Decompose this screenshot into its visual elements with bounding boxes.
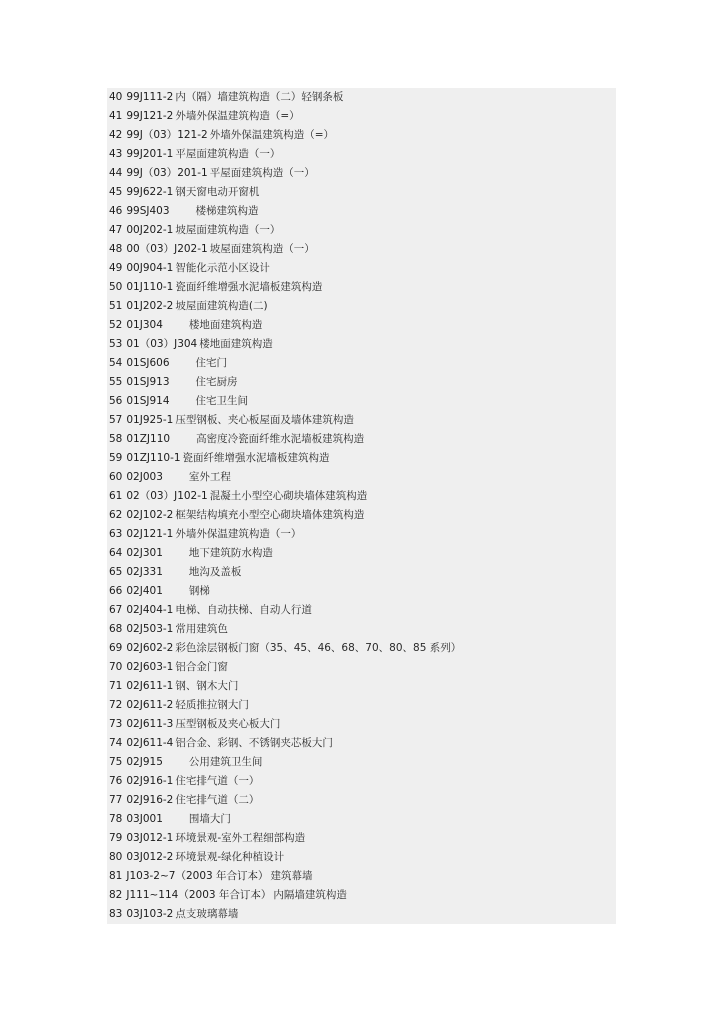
entry-code: 99J201-1 — [126, 148, 174, 160]
list-item — [109, 316, 614, 335]
entry-code: 99J（03）201-1 — [126, 167, 208, 179]
entry-title: 围墙大门 — [188, 813, 231, 825]
entry-code: 02J331 — [126, 566, 163, 578]
entry-title: 混凝土小型空心砌块墙体建筑构造 — [209, 490, 368, 502]
entry-number: 70 — [109, 661, 123, 673]
entry-number: 74 — [109, 737, 123, 749]
entry-code: 01SJ914 — [126, 395, 170, 407]
entry-code: 02J915 — [126, 756, 163, 768]
entry-number: 44 — [109, 167, 123, 179]
entry-number: 43 — [109, 148, 123, 160]
entry-number: 41 — [109, 110, 123, 122]
list-item — [109, 164, 614, 183]
list-item — [109, 297, 614, 316]
list-item — [109, 183, 614, 202]
entry-title: 环境景观-室外工程细部构造 — [175, 832, 306, 844]
entry-title: 常用建筑色 — [175, 623, 228, 635]
entry-code: 01ZJ110 — [126, 433, 171, 445]
entry-title: 住宅厨房 — [195, 376, 238, 388]
list-item — [109, 411, 614, 430]
list-item — [109, 810, 614, 829]
list-item — [109, 487, 614, 506]
entry-code: 02J611-4 — [126, 737, 174, 749]
entry-number: 52 — [109, 319, 123, 331]
entry-title: 住宅排气道（二） — [175, 794, 260, 806]
entry-number: 42 — [109, 129, 123, 141]
entry-number: 40 — [109, 91, 123, 103]
entry-code: 03J001 — [126, 813, 163, 825]
entry-number: 45 — [109, 186, 123, 198]
entry-code: 02J404-1 — [126, 604, 174, 616]
entry-number: 78 — [109, 813, 123, 825]
entry-code: 02（03）J102-1 — [126, 490, 208, 502]
list-item — [109, 677, 614, 696]
entry-code: 03J012-2 — [126, 851, 174, 863]
entry-number: 59 — [109, 452, 123, 464]
list-item — [109, 791, 614, 810]
list-item — [109, 544, 614, 563]
entry-code: 02J003 — [126, 471, 163, 483]
standards-list — [109, 88, 614, 924]
entry-code: 01ZJ110-1 — [126, 452, 181, 464]
list-item — [109, 848, 614, 867]
list-item — [109, 829, 614, 848]
entry-title: 钢天窗电动开窗机 — [175, 186, 260, 198]
list-item — [109, 354, 614, 373]
list-item — [109, 715, 614, 734]
list-item — [109, 525, 614, 544]
entry-number: 82 — [109, 889, 123, 901]
entry-code: 02J916-2 — [126, 794, 174, 806]
entry-number: 81 — [109, 870, 123, 882]
entry-code: 00J904-1 — [126, 262, 174, 274]
list-item — [109, 240, 614, 259]
entry-title: 住宅排气道（一） — [175, 775, 260, 787]
list-item — [109, 221, 614, 240]
list-item — [109, 468, 614, 487]
entry-title: 坡屋面建筑构造（一） — [209, 243, 315, 255]
entry-title: 住宅门 — [195, 357, 228, 369]
list-item — [109, 506, 614, 525]
entry-number: 71 — [109, 680, 123, 692]
list-item — [109, 278, 614, 297]
list-item — [109, 905, 614, 924]
list-item — [109, 620, 614, 639]
list-item — [109, 734, 614, 753]
entry-code: 00J202-1 — [126, 224, 174, 236]
entry-code: 01SJ606 — [126, 357, 170, 369]
entry-number: 48 — [109, 243, 123, 255]
entry-title: 楼梯建筑构造 — [195, 205, 259, 217]
entry-number: 73 — [109, 718, 123, 730]
entry-code: 00（03）J202-1 — [126, 243, 208, 255]
list-item — [109, 582, 614, 601]
entry-number: 75 — [109, 756, 123, 768]
entry-title: 住宅卫生间 — [195, 395, 249, 407]
entry-number: 65 — [109, 566, 123, 578]
list-item — [109, 145, 614, 164]
entry-number: 62 — [109, 509, 123, 521]
entry-title: 建筑幕墙 — [270, 870, 313, 882]
list-item — [109, 772, 614, 791]
entry-title: 高密度冷瓷面纤维水泥墙板建筑构造 — [196, 433, 365, 445]
entry-number: 76 — [109, 775, 123, 787]
entry-title: 瓷面纤维增强水泥墙板建筑构造 — [175, 281, 323, 293]
entry-title: 楼地面建筑构造 — [199, 338, 273, 350]
entry-code: 02J602-2 — [126, 642, 174, 654]
entry-title: 楼地面建筑构造 — [188, 319, 263, 331]
entry-code: 03J103-2 — [126, 908, 174, 920]
entry-title: 地沟及盖板 — [188, 566, 242, 578]
entry-code: 02J121-1 — [126, 528, 174, 540]
entry-code: 02J916-1 — [126, 775, 174, 787]
entry-number: 72 — [109, 699, 123, 711]
entry-number: 57 — [109, 414, 123, 426]
list-item — [109, 658, 614, 677]
entry-number: 53 — [109, 338, 123, 350]
entry-code: 99J121-2 — [126, 110, 174, 122]
entry-title: 钢梯 — [188, 585, 210, 597]
entry-title: 坡屋面建筑构造（一） — [175, 224, 281, 236]
entry-title: 铝合金门窗 — [175, 661, 228, 673]
entry-title: 电梯、自动扶梯、自动人行道 — [175, 604, 312, 616]
entry-number: 58 — [109, 433, 123, 445]
entry-code: 02J611-3 — [126, 718, 174, 730]
entry-title: 内（隔）墙建筑构造（二）轻钢条板 — [175, 91, 344, 103]
entry-code: 02J503-1 — [126, 623, 174, 635]
list-item — [109, 430, 614, 449]
entry-number: 67 — [109, 604, 123, 616]
entry-number: 61 — [109, 490, 123, 502]
entry-code: 02J603-1 — [126, 661, 174, 673]
entry-title: 内隔墙建筑构造 — [273, 889, 347, 901]
list-item — [109, 88, 614, 107]
entry-code: 02J301 — [126, 547, 163, 559]
list-item — [109, 753, 614, 772]
entry-title: 公用建筑卫生间 — [188, 756, 263, 768]
entry-number: 51 — [109, 300, 123, 312]
entry-title: 瓷面纤维增强水泥墙板建筑构造 — [182, 452, 330, 464]
entry-code: 02J611-1 — [126, 680, 174, 692]
entry-number: 83 — [109, 908, 123, 920]
entry-code: 02J102-2 — [126, 509, 174, 521]
entry-title: 平屋面建筑构造（一） — [175, 148, 281, 160]
entry-title: 坡屋面建筑构造(二) — [175, 300, 268, 312]
entry-code: 99J（03）121-2 — [126, 129, 208, 141]
list-item — [109, 202, 614, 221]
list-item — [109, 867, 614, 886]
list-item — [109, 373, 614, 392]
entry-title: 钢、钢木大门 — [175, 680, 239, 692]
entry-code: J111~114（2003 年合订本） — [126, 889, 272, 901]
entry-code: 01J202-2 — [126, 300, 174, 312]
list-item — [109, 639, 614, 658]
entry-title: 压型钢板、夹心板屋面及墙体建筑构造 — [175, 414, 354, 426]
entry-title: 压型钢板及夹心板大门 — [175, 718, 281, 730]
entry-title: 室外工程 — [188, 471, 231, 483]
entry-title: 外墙外保温建筑构造（=） — [175, 110, 300, 122]
entry-code: 99J622-1 — [126, 186, 174, 198]
entry-number: 50 — [109, 281, 123, 293]
entry-number: 46 — [109, 205, 123, 217]
entry-code: 01J110-1 — [126, 281, 174, 293]
entry-number: 68 — [109, 623, 123, 635]
entry-number: 49 — [109, 262, 123, 274]
entry-code: 03J012-1 — [126, 832, 174, 844]
entry-title: 轻质推拉钢大门 — [175, 699, 249, 711]
entry-code: 02J401 — [126, 585, 163, 597]
list-item — [109, 259, 614, 278]
entry-code: 01（03）J304 — [126, 338, 198, 350]
list-item — [109, 126, 614, 145]
entry-title: 点支玻璃幕墙 — [175, 908, 239, 920]
entry-title: 外墙外保温建筑构造（=） — [209, 129, 335, 141]
entry-number: 80 — [109, 851, 123, 863]
entry-number: 54 — [109, 357, 123, 369]
entry-code: 01J304 — [126, 319, 163, 331]
entry-number: 79 — [109, 832, 123, 844]
entry-number: 64 — [109, 547, 123, 559]
entry-code: 01SJ913 — [126, 376, 170, 388]
entry-number: 69 — [109, 642, 123, 654]
entry-code: 99SJ403 — [126, 205, 170, 217]
entry-number: 77 — [109, 794, 123, 806]
entry-title: 地下建筑防水构造 — [188, 547, 273, 559]
entry-number: 55 — [109, 376, 123, 388]
entry-number: 56 — [109, 395, 123, 407]
entry-title: 框架结构填充小型空心砌块墙体建筑构造 — [175, 509, 365, 521]
entry-number: 66 — [109, 585, 123, 597]
list-item — [109, 335, 614, 354]
list-item — [109, 601, 614, 620]
entry-title: 彩色涂层钢板门窗（35、45、46、68、70、80、85 系列） — [175, 642, 462, 654]
entry-number: 63 — [109, 528, 123, 540]
list-item — [109, 107, 614, 126]
list-item — [109, 696, 614, 715]
list-item — [109, 392, 614, 411]
entry-title: 平屋面建筑构造（一） — [209, 167, 315, 179]
entry-title: 环境景观-绿化种植设计 — [175, 851, 285, 863]
entry-number: 60 — [109, 471, 123, 483]
list-item — [109, 886, 614, 905]
list-item — [109, 449, 614, 468]
entry-title: 铝合金、彩钢、不锈钢夹芯板大门 — [175, 737, 333, 749]
entry-code: 02J611-2 — [126, 699, 174, 711]
entry-title: 外墙外保温建筑构造（一） — [175, 528, 302, 540]
entry-code: J103-2~7（2003 年合订本） — [126, 870, 269, 882]
entry-code: 01J925-1 — [126, 414, 174, 426]
entry-number: 47 — [109, 224, 123, 236]
entry-title: 智能化示范小区设计 — [175, 262, 270, 274]
entry-code: 99J111-2 — [126, 91, 174, 103]
list-item — [109, 563, 614, 582]
